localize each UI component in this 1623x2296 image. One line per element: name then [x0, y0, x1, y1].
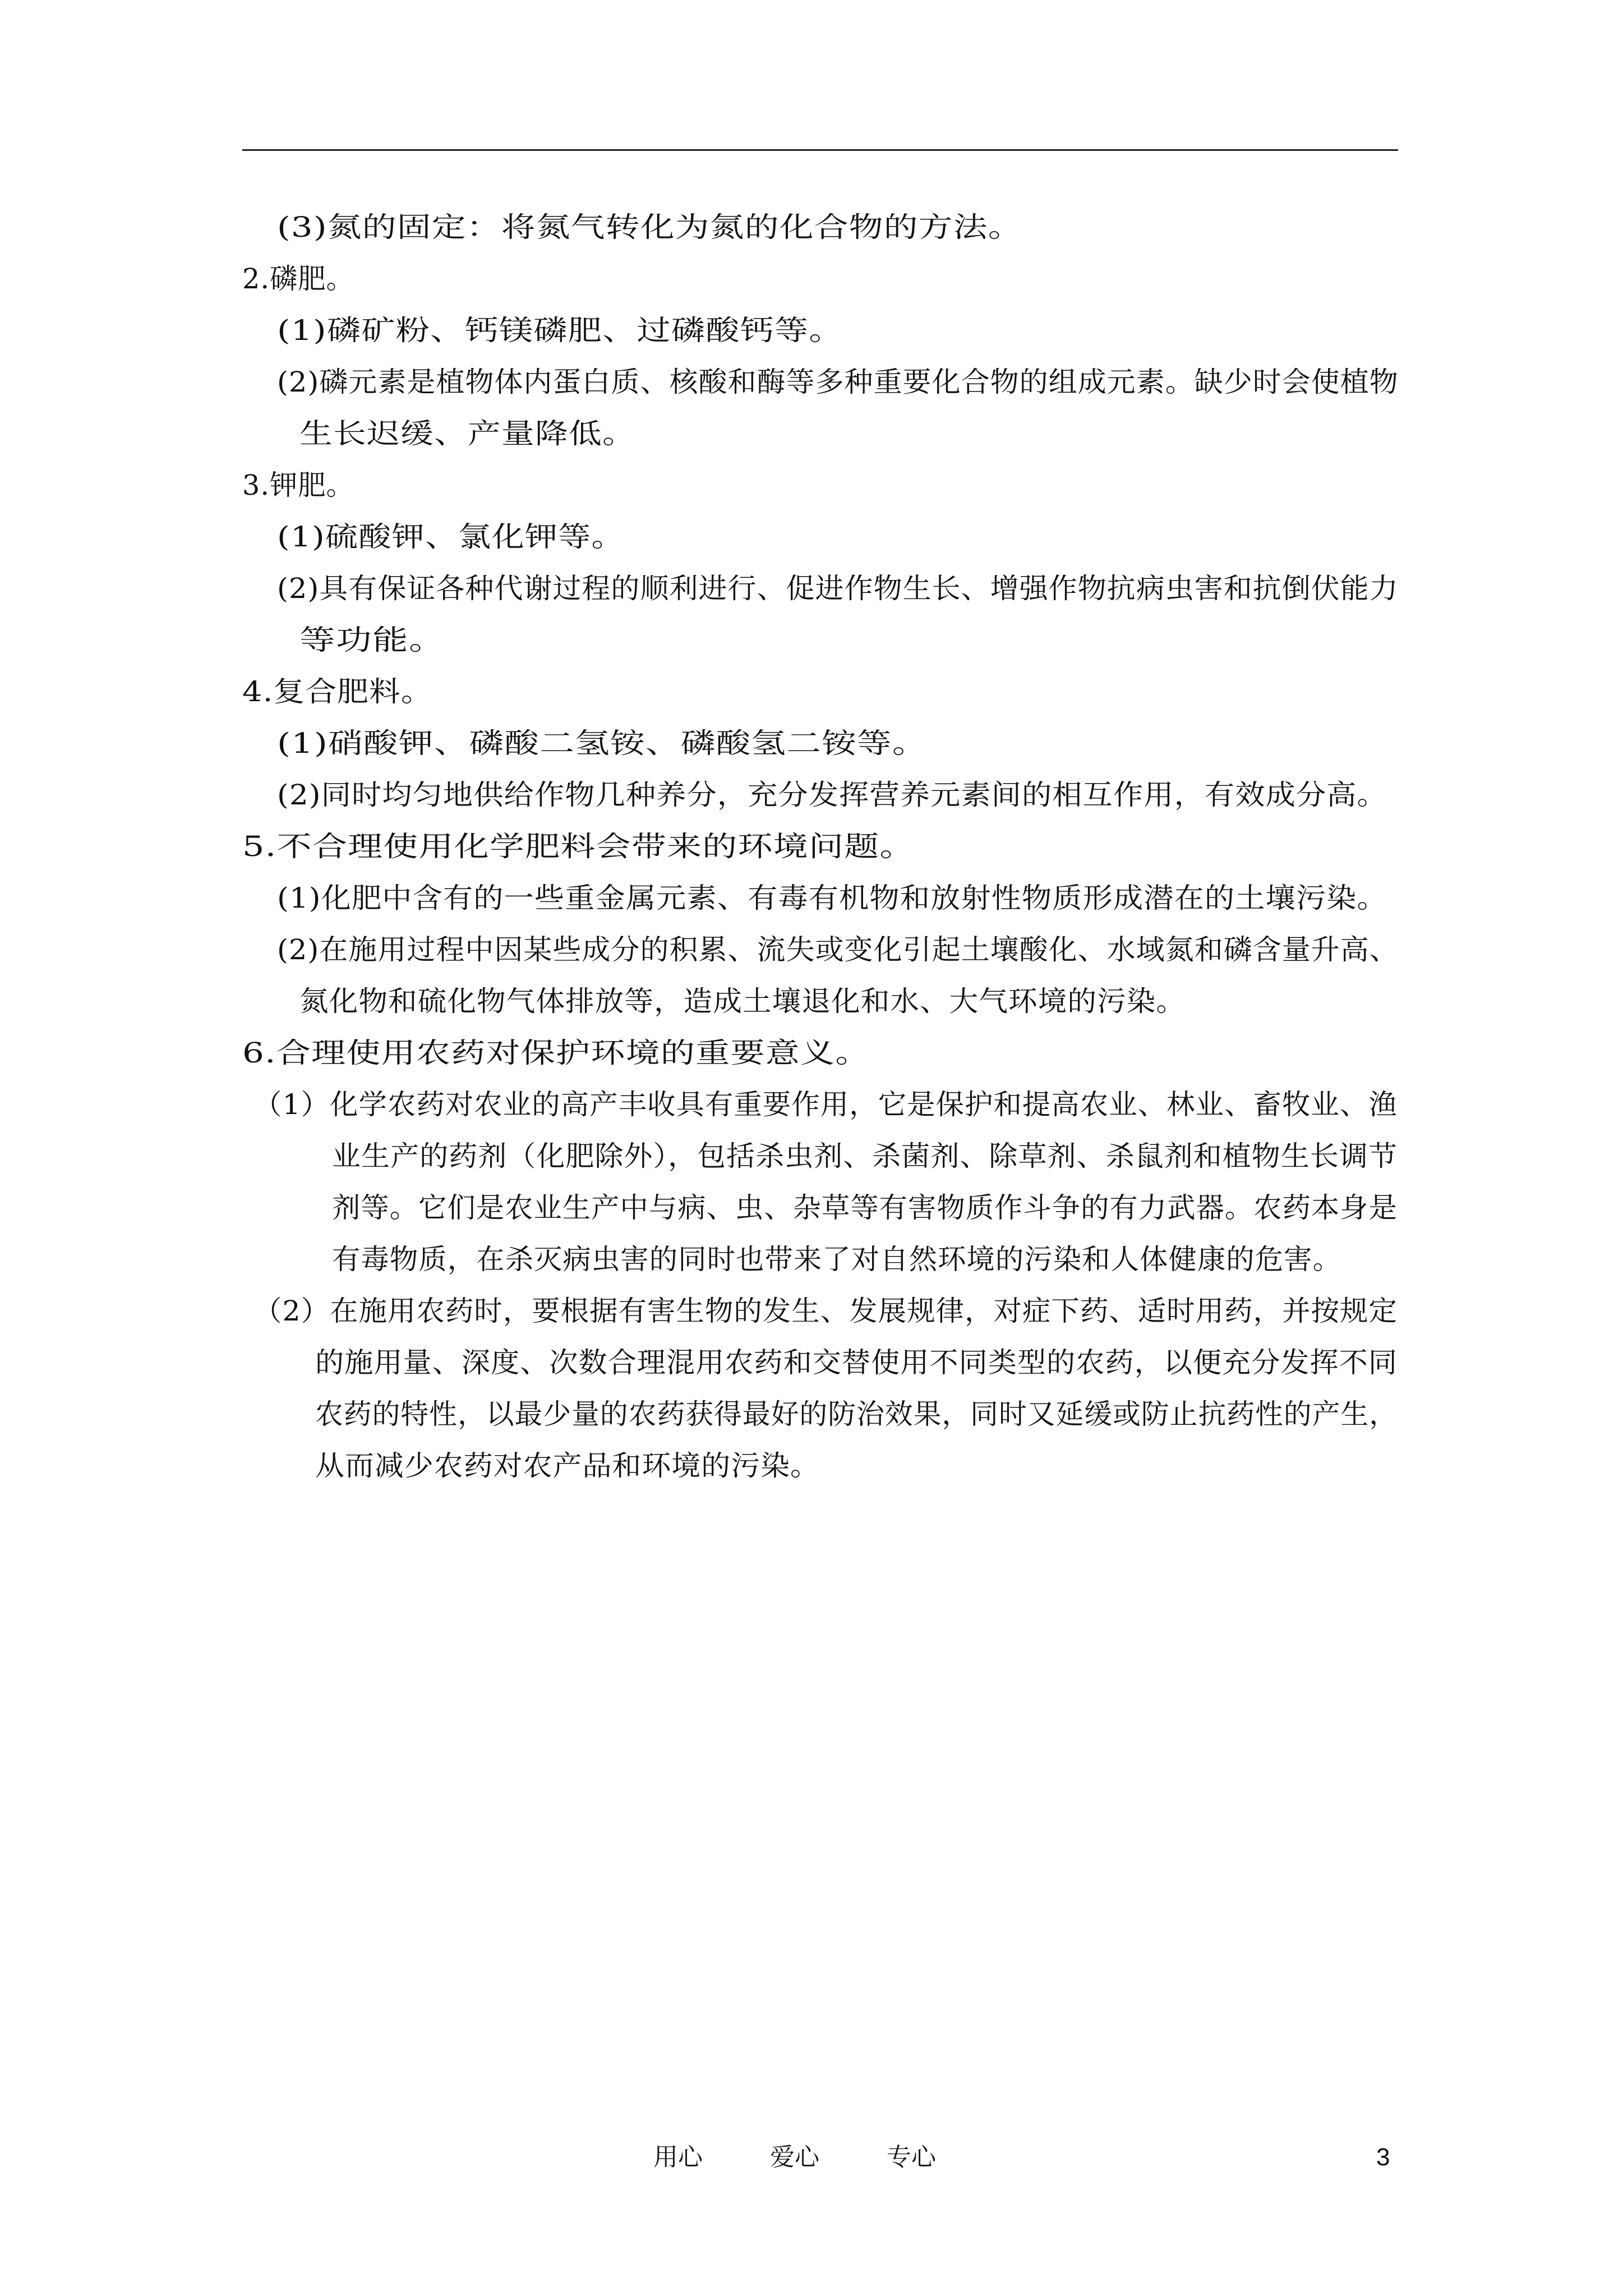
text-line: 生长迟缓、产量降低。	[299, 417, 636, 450]
text-line: （2）在施用农药时，要根据有害生物的发生、发展规律，对症下药、适时用药，并按规定	[253, 1295, 1398, 1327]
text-line: (1)硫酸钾、氯化钾等。	[277, 521, 625, 553]
text-line: (2)具有保证各种代谢过程的顺利进行、促进作物生长、增强作物抗病虫害和抗倒伏能力	[277, 572, 1399, 605]
text-line: 有毒物质，在杀灭病虫害的同时也带来了对自然环境的污染和人体健康的危害。	[332, 1243, 1341, 1276]
footer-motto-word: 专心	[887, 2143, 936, 2171]
header-rule	[242, 149, 1398, 151]
text-line: (1)磷矿粉、钙镁磷肥、过磷酸钙等。	[277, 314, 843, 347]
text-line: (1)化肥中含有的一些重金属元素、有毒有机物和放射性物质形成潜在的土壤污染。	[277, 882, 1387, 914]
section-heading: 5.不合理使用化学肥料会带来的环境问题。	[242, 830, 915, 863]
text-line: （1）化学农药对农业的高产丰收具有重要作用，它是保护和提高农业、林业、畜牧业、渔	[253, 1088, 1398, 1121]
page-number: 3	[1376, 2143, 1390, 2171]
footer-motto-word: 爱心	[770, 2143, 819, 2171]
text-line: (1)硝酸钾、磷酸二氢铵、磷酸氢二铵等。	[277, 727, 928, 760]
text-line: 从而减少农药对农产品和环境的污染。	[315, 1450, 820, 1482]
text-line: 业生产的药剂（化肥除外），包括杀虫剂、杀菌剂、除草剂、杀鼠剂和植物生长调节	[332, 1140, 1398, 1172]
text-line: 农药的特性，以最少量的农药获得最好的防治效果，同时又延缓或防止抗药性的产生，	[315, 1398, 1398, 1430]
text-line: (2)磷元素是植物体内蛋白质、核酸和酶等多种重要化合物的组成元素。缺少时会使植物	[277, 366, 1399, 398]
text-line: 剂等。它们是农业生产中与病、虫、杂草等有害物质作斗争的有力武器。农药本身是	[332, 1191, 1398, 1224]
section-heading: 6.合理使用农药对保护环境的重要意义。	[242, 1037, 870, 1069]
section-heading: 4.复合肥料。	[242, 675, 433, 708]
text-line: (2)在施用过程中因某些成分的积累、流失或变化引起土壤酸化、水域氮和磷含量升高、	[277, 933, 1399, 966]
section-heading: 3.钾肥。	[242, 469, 354, 501]
footer-motto-word: 用心	[653, 2143, 703, 2171]
text-line: (3)氮的固定：将氮气转化为氮的化合物的方法。	[277, 211, 1023, 243]
text-line: 氮化物和硫化物气体排放等，造成土壤退化和水、大气环境的污染。	[299, 985, 1186, 1018]
text-line: (2)同时均匀地供给作物几种养分，充分发挥营养元素间的相互作用，有效成分高。	[277, 779, 1387, 811]
text-line: 的施用量、深度、次数合理混用农药和交替使用不同类型的农药，以便充分发挥不同	[315, 1346, 1398, 1379]
footer-motto	[653, 2142, 936, 2173]
text-line: 等功能。	[299, 624, 445, 656]
section-heading: 2.磷肥。	[242, 263, 354, 295]
